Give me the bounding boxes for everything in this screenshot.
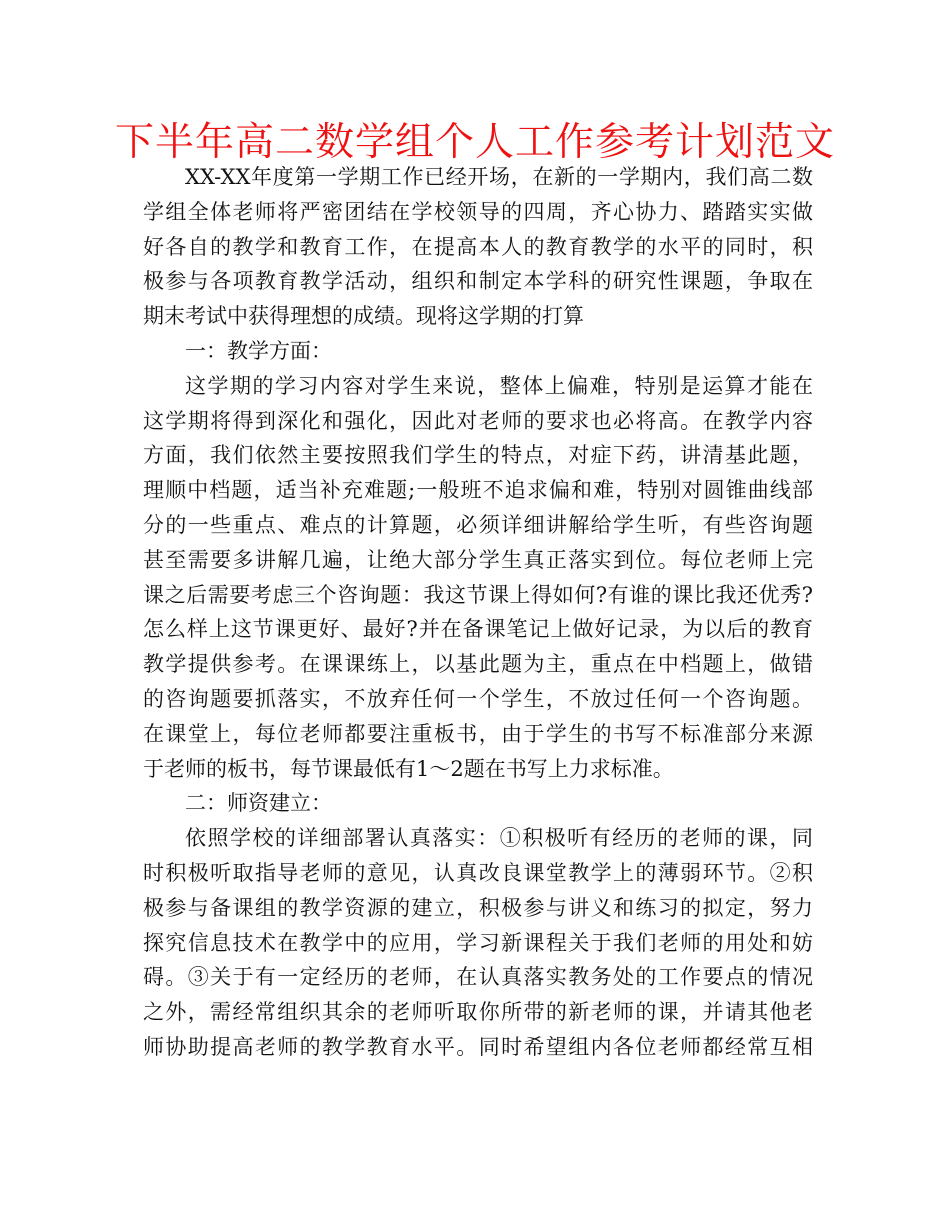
paragraph-line: 甚至需要多讲解几遍，让绝大部分学生真正落实到位。每位老师上完 bbox=[143, 547, 813, 572]
paragraph-line: 课之后需要考虑三个咨询题：我这节课上得如何?有谁的课比我还优秀? bbox=[143, 582, 813, 607]
paragraph-line: 在课堂上，每位老师都要注重板书，由于学生的书写不标准部分来源 bbox=[143, 721, 813, 746]
paragraph-line: 方面，我们依然主要按照我们学生的特点，对症下药，讲清基此题， bbox=[143, 443, 813, 468]
paragraph-line: 怎么样上这节课更好、最好?并在备课笔记上做好记录，为以后的教育 bbox=[143, 617, 813, 642]
paragraph-line: 碍。③关于有一定经历的老师，在认真落实教务处的工作要点的情况 bbox=[143, 965, 813, 990]
paragraph-line: 极参与各项教育教学活动，组织和制定本学科的研究性课题，争取在 bbox=[143, 269, 813, 294]
paragraph-line: 探究信息技术在教学中的应用，学习新课程关于我们老师的用处和妨 bbox=[143, 930, 813, 955]
document-title: 下半年高二数学组个人工作参考计划范文 bbox=[114, 120, 835, 165]
paragraph-line: 教学提供参考。在课课练上，以基此题为主，重点在中档题上，做错 bbox=[143, 652, 813, 677]
paragraph-line: 分的一些重点、难点的计算题，必须详细讲解给学生听，有些咨询题 bbox=[143, 512, 813, 537]
paragraph-line: 依照学校的详细部署认真落实：①积极听有经历的老师的课，同 bbox=[185, 826, 813, 851]
document-body bbox=[143, 160, 813, 1065]
paragraph-line: 师协助提高老师的教学教育水平。同时希望组内各位老师都经常互相 bbox=[143, 1034, 813, 1059]
section-heading: 二：师资建立： bbox=[185, 791, 332, 816]
paragraph-line: 极参与备课组的教学资源的建立，积极参与讲义和练习的拟定，努力 bbox=[143, 895, 813, 920]
paragraph-line: 于老师的板书，每节课最低有1～2题在书写上力求标准。 bbox=[143, 756, 674, 781]
section-heading: 一：教学方面： bbox=[185, 338, 332, 363]
paragraph-line: 理顺中档题，适当补充难题;一般班不追求偏和难，特别对圆锥曲线部 bbox=[143, 478, 813, 503]
paragraph-line: XX-XX年度第一学期工作已经开场，在新的一学期内，我们高二数 bbox=[185, 165, 813, 189]
paragraph-line: 这学期的学习内容对学生来说，整体上偏难，特别是运算才能在 bbox=[185, 373, 813, 398]
paragraph-line: 好各自的教学和教育工作，在提高本人的教育教学的水平的同时，积 bbox=[143, 234, 813, 259]
paragraph-line: 学组全体老师将严密团结在学校领导的四周，齐心协力、踏踏实实做 bbox=[143, 199, 813, 224]
paragraph-line: 期末考试中获得理想的成绩。现将这学期的打算 bbox=[143, 304, 584, 329]
paragraph-line: 之外，需经常组织其余的老师听取你所带的新老师的课，并请其他老 bbox=[143, 1000, 813, 1025]
paragraph-line: 这学期将得到深化和强化，因此对老师的要求也必将高。在教学内容 bbox=[143, 408, 813, 433]
paragraph-line: 的咨询题要抓落实，不放弃任何一个学生，不放过任何一个咨询题。 bbox=[143, 686, 813, 711]
paragraph-line: 时积极听取指导老师的意见，认真改良课堂教学上的薄弱环节。②积 bbox=[143, 860, 813, 885]
